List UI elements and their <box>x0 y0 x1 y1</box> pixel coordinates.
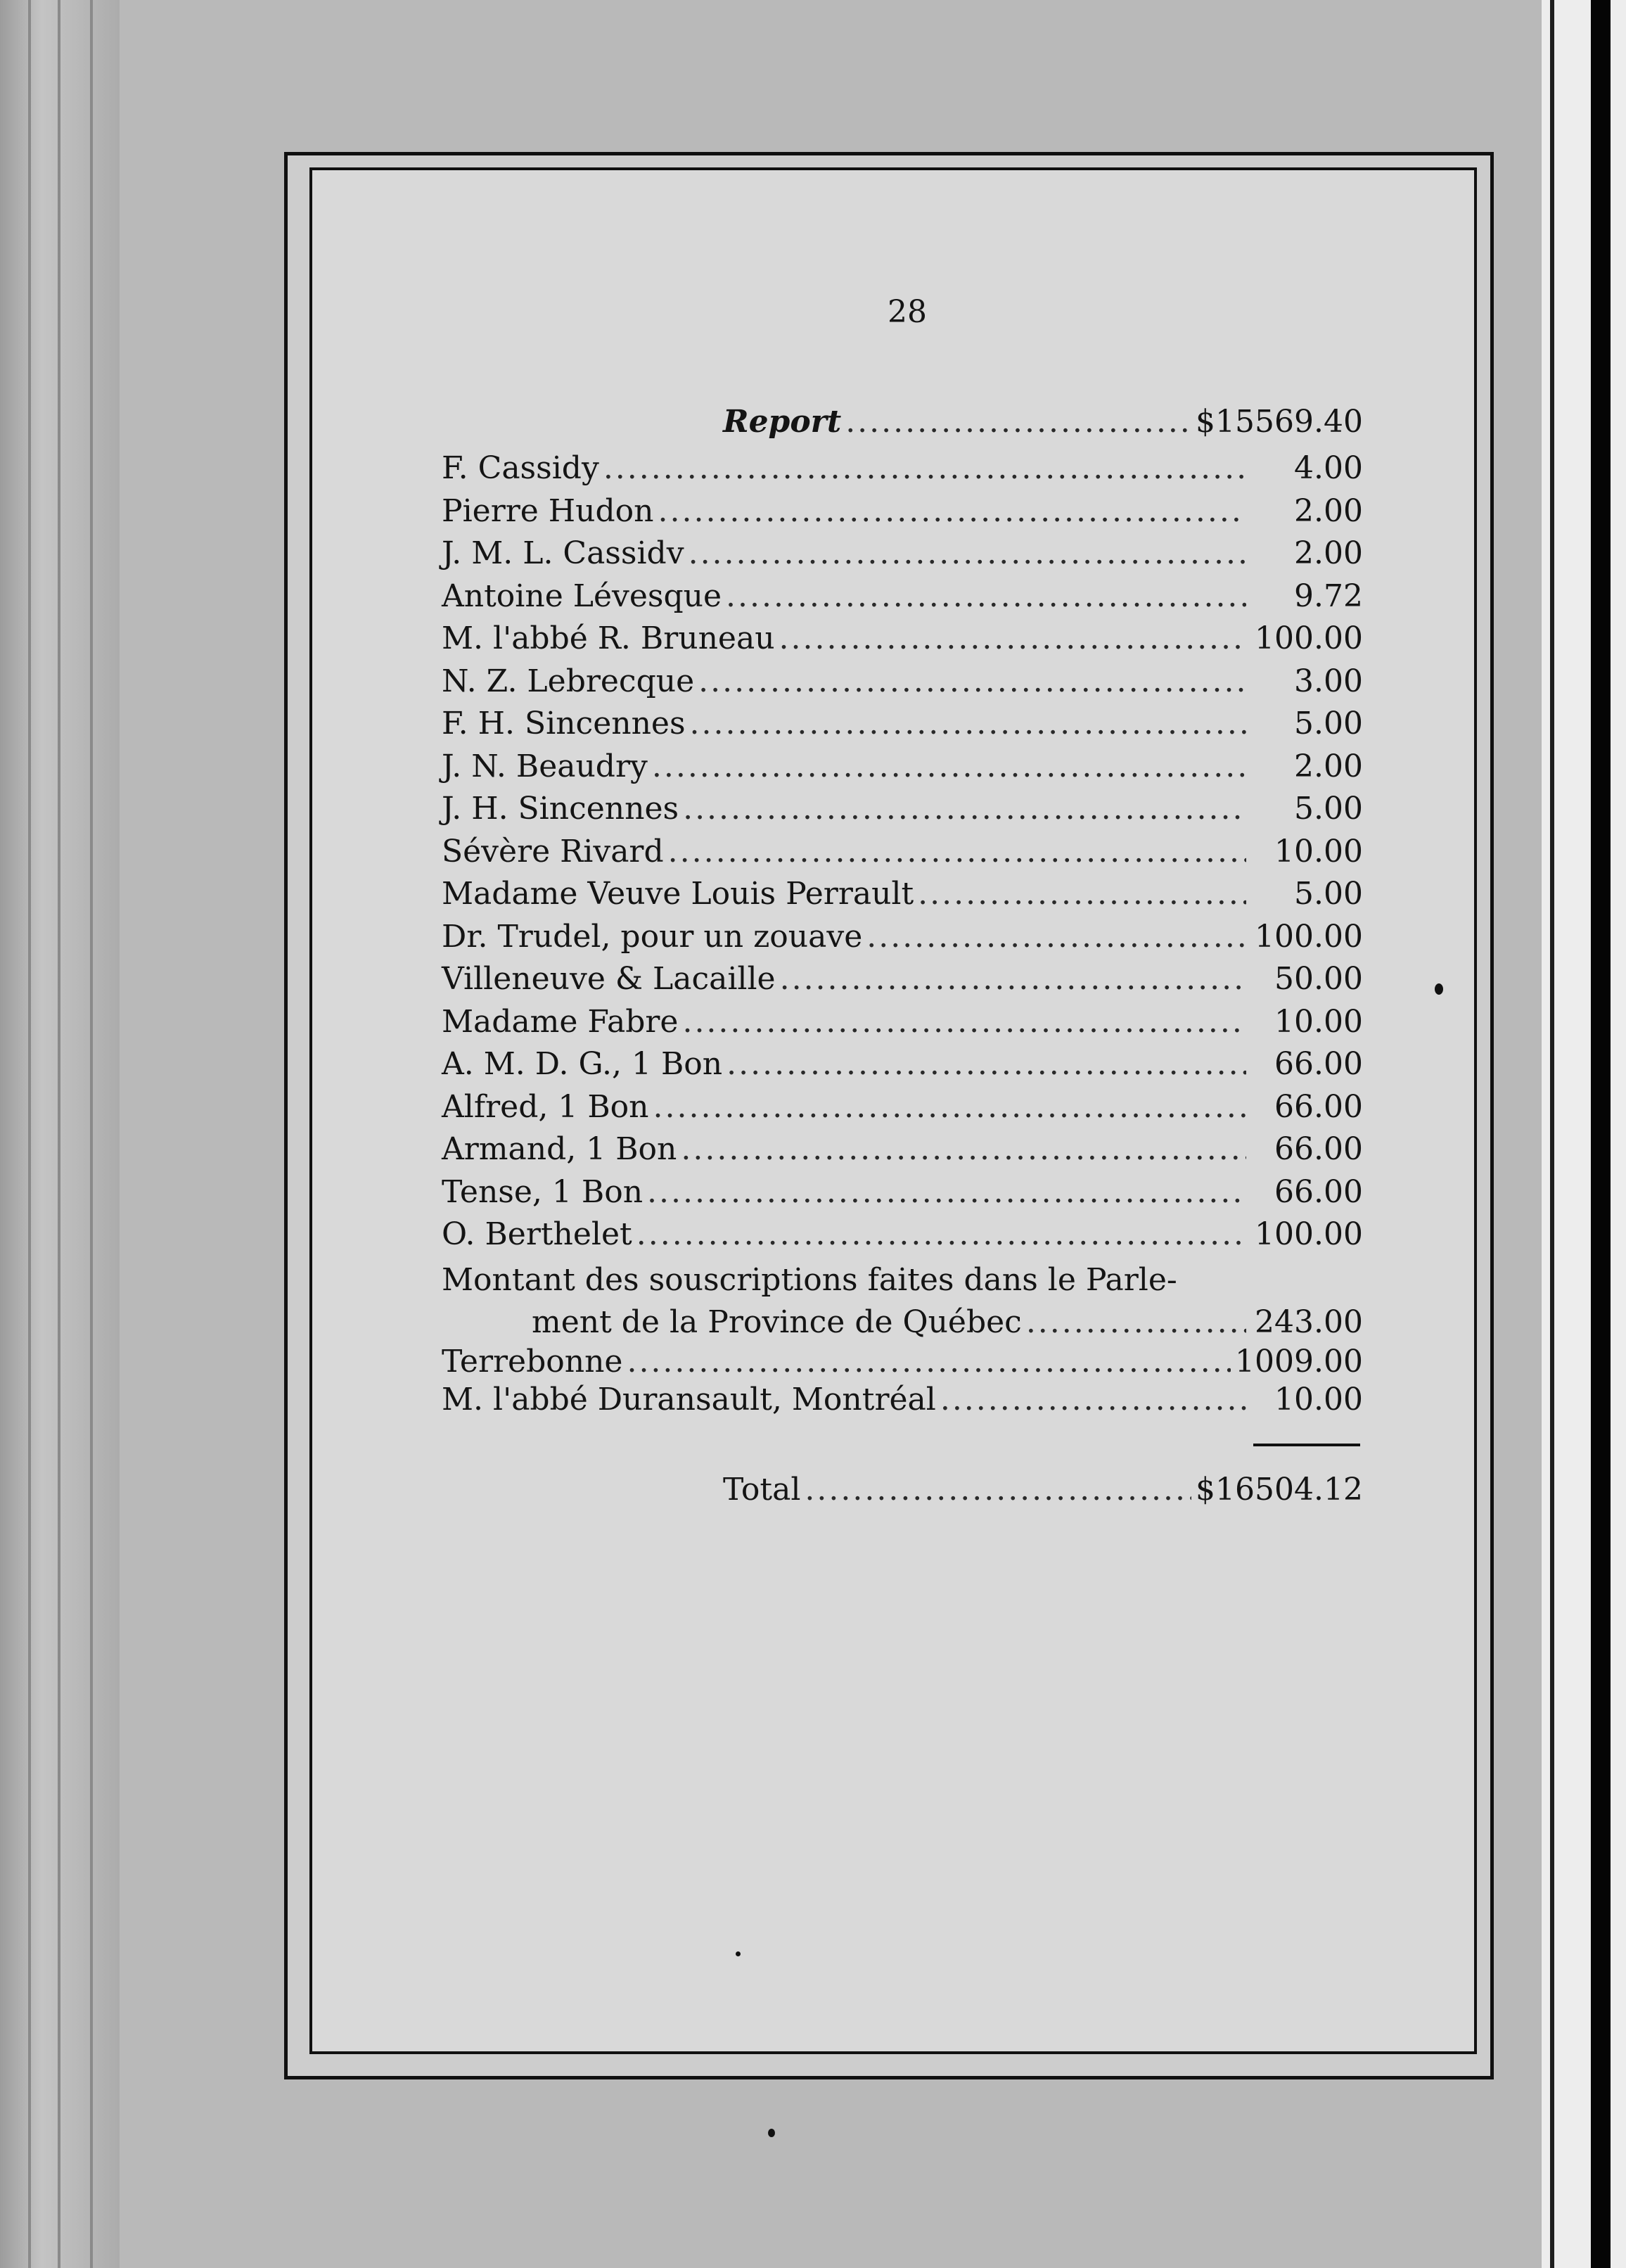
dot-leader <box>690 703 1246 745</box>
ink-speck <box>768 2129 775 2137</box>
ledger-entry <box>442 788 1363 830</box>
entry-amount: 66.00 <box>1274 1088 1363 1125</box>
ledger-entry <box>442 575 1363 618</box>
entry-name: O. Berthelet <box>442 1216 632 1252</box>
dot-leader <box>689 533 1246 575</box>
ledger-entry <box>442 873 1363 915</box>
ledger-entry <box>442 1128 1363 1171</box>
entry-amount: 100.00 <box>1255 918 1363 955</box>
ledger-entry <box>442 533 1363 575</box>
dot-leader <box>866 916 1246 958</box>
binding-bar <box>1591 0 1611 2268</box>
scan-left-edge <box>0 0 120 2268</box>
dot-leader <box>652 746 1246 788</box>
entry-name: Tense, 1 Bon <box>442 1173 644 1210</box>
ledger-entry <box>442 490 1363 533</box>
entry-amount: 10.00 <box>1274 833 1363 869</box>
entry-name: F. H. Sincennes <box>442 706 686 741</box>
entry-name: M. l'abbé R. Bruneau <box>442 620 775 656</box>
ink-speck <box>736 1951 741 1956</box>
entry-name: ment de la Province de Québec <box>532 1304 1022 1340</box>
ledger-entry <box>442 958 1363 1000</box>
entry-amount: 4.00 <box>1294 450 1363 486</box>
entry-amount: 100.00 <box>1255 1216 1363 1252</box>
dot-leader <box>698 661 1246 703</box>
ink-speck <box>1435 983 1443 995</box>
entry-name: N. Z. Lebrecque <box>442 663 695 699</box>
dot-leader <box>647 1171 1246 1213</box>
ledger-entry <box>442 618 1363 660</box>
dot-leader <box>668 831 1246 873</box>
entry-name: Armand, 1 Bon <box>442 1131 677 1167</box>
entry-name: Terrebonne <box>442 1344 623 1380</box>
dot-leader <box>780 958 1246 1000</box>
entry-name: Madame Veuve Louis Perrault <box>442 876 914 912</box>
dot-leader <box>845 401 1191 443</box>
entry-name: Villeneuve & Lacaille <box>442 961 776 997</box>
dot-leader <box>658 490 1246 533</box>
dot-leader <box>636 1213 1246 1256</box>
ledger-entry <box>442 661 1363 703</box>
dot-leader <box>653 1086 1247 1128</box>
dot-leader <box>779 618 1246 660</box>
ledger-entry <box>442 916 1363 958</box>
entry-name: Dr. Trudel, pour un zouave <box>442 918 863 955</box>
dot-leader <box>940 1379 1246 1421</box>
binding-strip <box>1550 0 1554 2268</box>
dot-leader <box>681 1128 1246 1171</box>
entry-name: J. N. Beaudry <box>442 748 648 784</box>
entry-amount: 5.00 <box>1294 876 1363 912</box>
dot-leader <box>603 447 1246 490</box>
entry-name: A. M. D. G., 1 Bon <box>442 1046 723 1082</box>
entry-amount: 66.00 <box>1274 1131 1363 1167</box>
total-label: Total <box>723 1472 801 1508</box>
entry-name: J. M. L. Cassidv <box>442 535 684 571</box>
ledger-entry <box>442 1001 1363 1043</box>
dot-leader <box>726 575 1246 618</box>
entry-name: J. H. Sincennes <box>442 791 679 827</box>
dot-leader <box>1026 1301 1246 1344</box>
page-edge-line <box>90 0 93 2268</box>
ledger-entry <box>442 831 1363 873</box>
dot-leader <box>627 1341 1231 1383</box>
entry-amount: 66.00 <box>1274 1046 1363 1082</box>
parliament-entry-line1 <box>442 1259 1363 1301</box>
entry-name: Pierre Hudon <box>442 492 654 529</box>
entry-name: F. Cassidy <box>442 450 599 486</box>
entry-amount: 2.00 <box>1294 748 1363 784</box>
entry-amount: 5.00 <box>1294 791 1363 827</box>
entry-amount: 5.00 <box>1294 706 1363 741</box>
entry-amount: 2.00 <box>1294 535 1363 571</box>
dot-leader <box>805 1469 1191 1511</box>
entry-amount: 10.00 <box>1274 1382 1363 1418</box>
report-amount: $15569.40 <box>1196 404 1363 440</box>
parliament-entry-line2 <box>442 1301 1363 1344</box>
entry-name: Alfred, 1 Bon <box>442 1088 649 1125</box>
entry-amount: 9.72 <box>1294 578 1363 614</box>
entry-amount: 1009.00 <box>1235 1344 1363 1380</box>
ledger-entry <box>442 703 1363 745</box>
dot-leader <box>682 1001 1246 1043</box>
book-binding <box>1542 0 1626 2268</box>
page-edge-line <box>58 0 60 2268</box>
entry-amount: 243.00 <box>1255 1304 1363 1340</box>
dot-leader <box>918 873 1246 915</box>
entry-amount: 3.00 <box>1294 663 1363 699</box>
entry-amount: 66.00 <box>1274 1173 1363 1210</box>
ledger-entry <box>442 1213 1363 1256</box>
dot-leader <box>726 1043 1246 1085</box>
ledger-entry <box>442 447 1363 490</box>
entry-amount: 10.00 <box>1274 1003 1363 1040</box>
entry-amount: 50.00 <box>1274 961 1363 997</box>
entry-amount: 100.00 <box>1255 620 1363 656</box>
ledger-entry <box>442 1171 1363 1213</box>
total-row <box>442 1469 1363 1511</box>
entry-name: Montant des souscriptions faites dans le Parle- <box>442 1262 1177 1298</box>
page-number: 28 <box>888 294 927 330</box>
entry-name: Sévère Rivard <box>442 833 664 869</box>
entry-name: M. l'abbé Duransault, Montréal <box>442 1382 936 1418</box>
ledger-entry <box>442 1086 1363 1128</box>
ledger-entry <box>442 746 1363 788</box>
page-edge-line <box>28 0 31 2268</box>
report-label: Report <box>723 404 842 440</box>
dot-leader <box>683 788 1246 830</box>
ledger-entry <box>442 1379 1363 1421</box>
total-amount: $16504.12 <box>1196 1472 1363 1508</box>
entry-name: Antoine Lévesque <box>442 578 722 614</box>
sum-rule <box>1253 1444 1360 1446</box>
entry-amount: 2.00 <box>1294 492 1363 529</box>
ledger-entry <box>442 1043 1363 1085</box>
entry-name: Madame Fabre <box>442 1003 679 1040</box>
ledger-entry <box>442 1341 1363 1383</box>
report-carried-forward <box>442 401 1363 443</box>
